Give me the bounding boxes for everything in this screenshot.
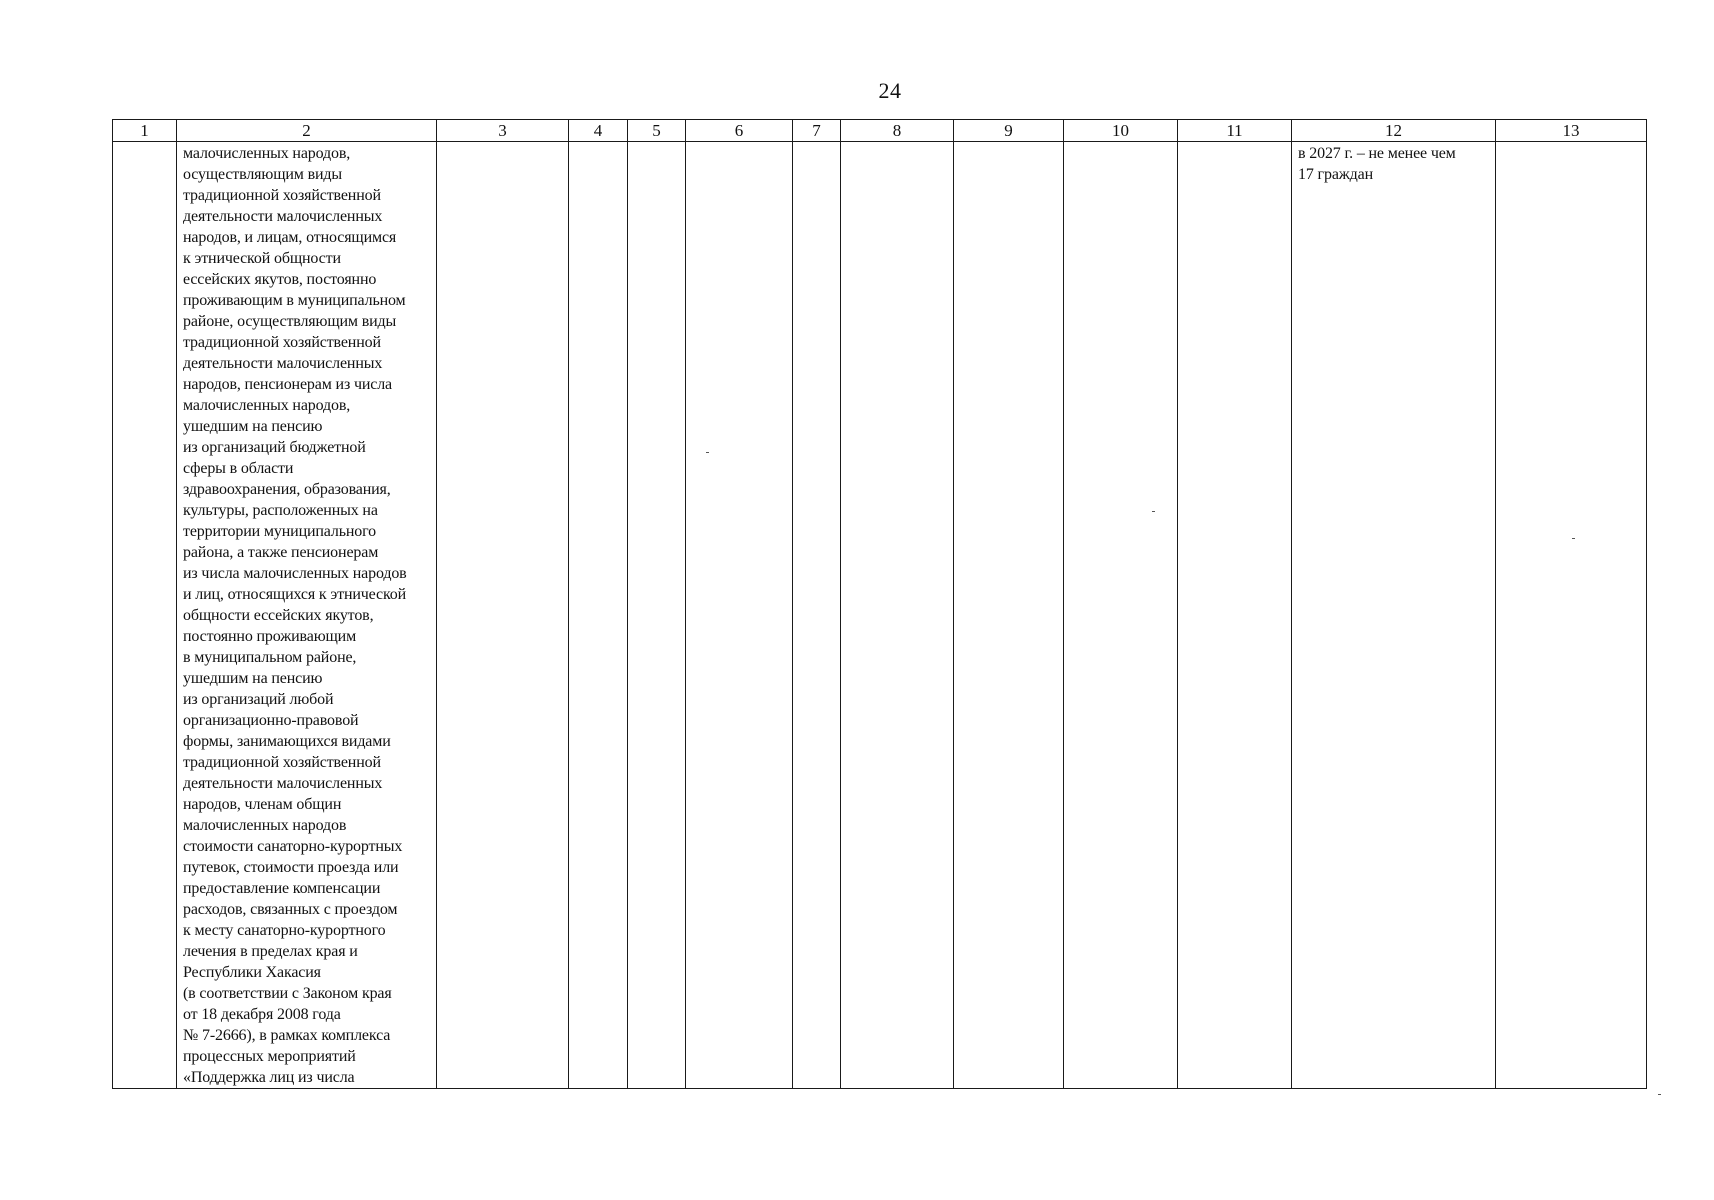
cell-col-2 bbox=[177, 142, 437, 1089]
cell-col-13-text bbox=[1496, 142, 1646, 143]
cell-col-5 bbox=[628, 142, 686, 1089]
cell-col-6-text bbox=[686, 142, 792, 143]
cell-col-3-text bbox=[437, 142, 568, 143]
cell-col-10 bbox=[1064, 142, 1178, 1089]
scan-speck bbox=[706, 452, 709, 453]
cell-col-6 bbox=[686, 142, 793, 1089]
cell-col-11-text bbox=[1178, 142, 1291, 143]
cell-col-1-text bbox=[113, 142, 176, 143]
scan-speck bbox=[1152, 511, 1155, 512]
scan-speck bbox=[1658, 1094, 1661, 1095]
page-number: 24 bbox=[878, 78, 902, 103]
cell-col-13 bbox=[1496, 142, 1647, 1089]
table-row bbox=[113, 142, 1647, 1089]
cell-col-11 bbox=[1178, 142, 1292, 1089]
cell-col-3 bbox=[437, 142, 569, 1089]
column-header-12: 12 bbox=[1292, 120, 1496, 142]
measure-description-text: малочисленных народов, осуществляющим виды традиционной хозяйственной деятельности малочисленных народов, и лицам, относящимся к этнической общности ессейских якутов, постоянно проживающим в муниципальном районе, осуществляющим виды традиционной хозяйственной деятельности малочисленных народов, пенсионерам из числа малочисленных народов, ушедшим на пенсию из организаций бюджетной сферы в области здравоохранения, образования, культуры, расположенных на территории муниципального района, а также пенсионерам из числа малочисленных народов и лиц, относящихся к этнической общности ессейских якутов, постоянно проживающим в муниципальном районе, ушедшим на пенсию из организаций любой организационно-правовой формы, занимающихся видами традиционной хозяйственной деятельности малочисленных народов, членам общин малочисленных народов стоимости санаторно-курортных путевок, стоимости проезда или предоставление компенсации расходов, связанных с проездом к месту санаторно-курортного лечения в пределах края и Республики Хакасия (в соответствии с Законом края от 18 декабря 2008 года № 7-2666), в рамках комплекса процессных мероприятий «Поддержка лиц из числа bbox=[183, 145, 407, 1086]
cell-col-7-text bbox=[793, 142, 840, 143]
cell-col-5-text bbox=[628, 142, 685, 143]
column-header-6: 6 bbox=[686, 120, 793, 142]
column-header-9: 9 bbox=[954, 120, 1064, 142]
table-header-row bbox=[113, 120, 1647, 142]
cell-col-10-text bbox=[1064, 142, 1177, 143]
scan-speck bbox=[1572, 538, 1575, 539]
result-indicator-text: в 2027 г. – не менее чем 17 граждан bbox=[1298, 145, 1456, 183]
cell-col-1 bbox=[113, 142, 177, 1089]
cell-col-8-text bbox=[841, 142, 953, 143]
column-header-7: 7 bbox=[793, 120, 841, 142]
column-header-10: 10 bbox=[1064, 120, 1178, 142]
cell-col-9-text bbox=[954, 142, 1063, 143]
cell-col-8 bbox=[841, 142, 954, 1089]
cell-col-9 bbox=[954, 142, 1064, 1089]
column-header-4: 4 bbox=[569, 120, 628, 142]
column-header-3: 3 bbox=[437, 120, 569, 142]
column-header-5: 5 bbox=[628, 120, 686, 142]
cell-col-7 bbox=[793, 142, 841, 1089]
column-header-1: 1 bbox=[113, 120, 177, 142]
column-header-13: 13 bbox=[1496, 120, 1647, 142]
cell-col-12 bbox=[1292, 142, 1496, 1089]
cell-col-4-text bbox=[569, 142, 627, 143]
column-header-11: 11 bbox=[1178, 120, 1292, 142]
cell-col-4 bbox=[569, 142, 628, 1089]
column-header-8: 8 bbox=[841, 120, 954, 142]
column-header-2: 2 bbox=[177, 120, 437, 142]
document-table bbox=[112, 119, 1647, 1089]
